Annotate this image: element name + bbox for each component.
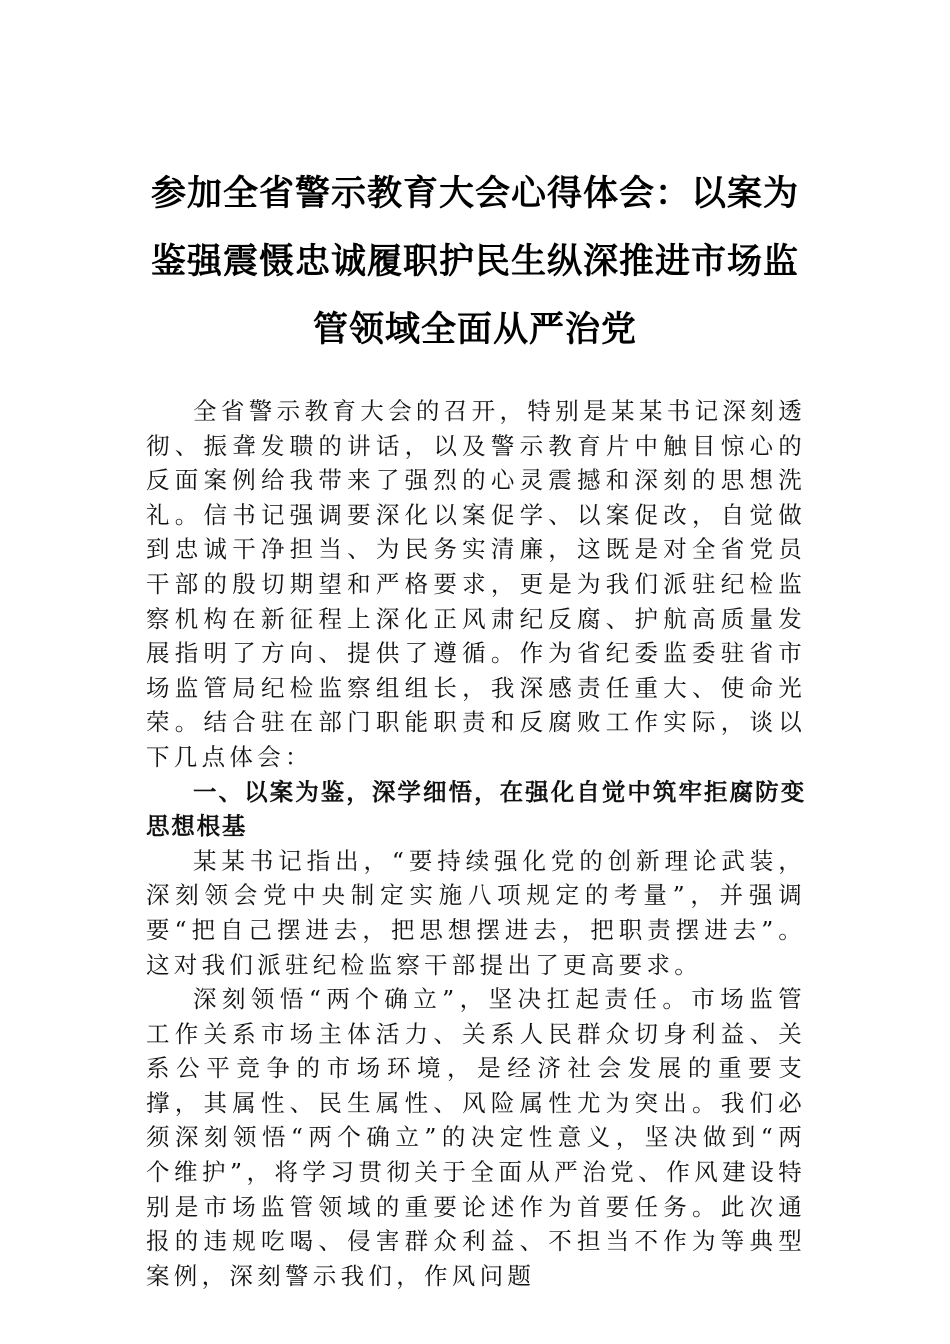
title-line: 参加全省警示教育大会心得体会：以案为 — [150, 174, 799, 214]
body-paragraph: 深刻领悟“两个确立”，坚决扛起责任。市场监管工作关系市场主体活力、关系人民群众切身利益、关系公平竞争的市场环境，是经济社会发展的重要支撑，其属性、民生属性、风险属性尤为突出。我们必须深刻领悟“两个确立”的决定性意义，坚决做到“两个维护”，将学习贯彻关于全面从严治党、作风建设特别是市场监管领域的重要论述作为首要任务。此次通报的违规吃喝、侵害群众利益、不担当不作为等典型案例，深刻警示我们，作风问题 — [146, 985, 806, 1290]
intro-paragraph: 全省警示教育大会的召开，特别是某某书记深刻透彻、振聋发聩的讲话，以及警示教育片中触目惊心的反面案例给我带来了强烈的心灵震撼和深刻的思想洗礼。信书记强调要深化以案促学、以案促改，自觉做到忠诚干净担当、为民务实清廉，这既是对全省党员干部的殷切期望和严格要求，更是为我们派驻纪检监察机构在新征程上深化正风肃纪反腐、护航高质量发展指明了方向、提供了遵循。作为省纪委监委驻省市场监管局纪检监察组组长，我深感责任重大、使命光荣。结合驻在部门职能职责和反腐败工作实际，谈以下几点体会： — [146, 397, 806, 771]
document-body — [146, 394, 806, 1293]
document-title — [120, 160, 830, 364]
section-heading: 一、以案为鉴，深学细悟，在强化自觉中筑牢拒腐防变思想根基 — [146, 777, 806, 841]
title-line: 鉴强震慑忠诚履职护民生纵深推进市场监 — [150, 242, 799, 282]
title-line: 管领域全面从严治党 — [312, 310, 637, 350]
body-paragraph: 某某书记指出，“要持续强化党的创新理论武装，深刻领会党中央制定实施八项规定的考量”，并强调要“把自己摆进去，把思想摆进去，把职责摆进去”。这对我们派驻纪检监察干部提出了更高要求。 — [146, 846, 806, 979]
